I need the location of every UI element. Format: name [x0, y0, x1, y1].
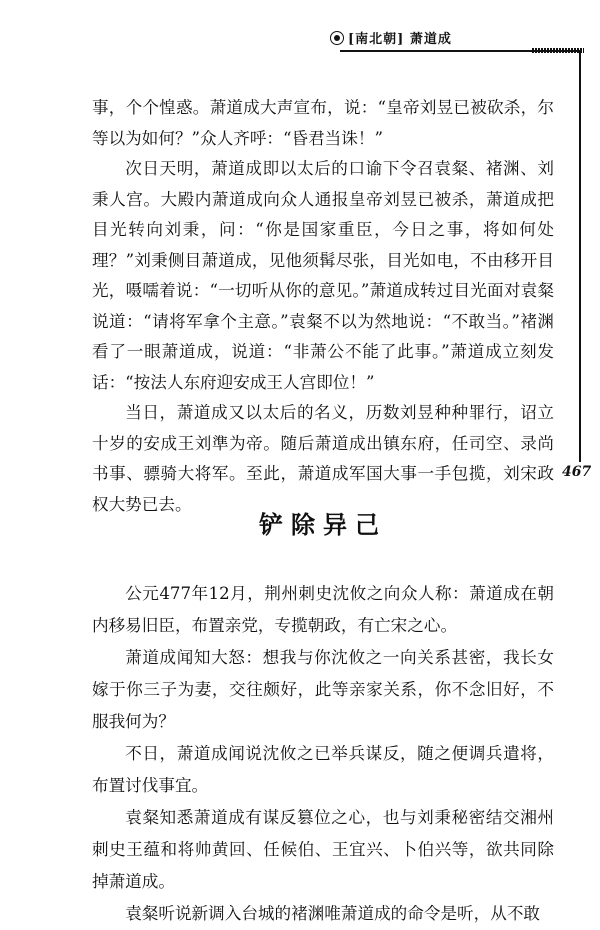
top-text-block: [92, 93, 554, 520]
paragraph: 袁粲听说新调入台城的褚渊唯萧道成的命令是听，从不敢: [125, 904, 541, 923]
paragraph: 当日，萧道成又以太后的名义，历数刘昱种种罪行，诏立十岁的安成王刘準为帝。随后萧道成出镇东府，任司空、录尚书事、骠骑大将军。至此，萧道成军国大事一手包揽，刘宋政权大势已去。: [92, 403, 554, 514]
paragraph: 袁粲知悉萧道成有谋反篡位之心，也与刘秉秘密结交湘州刺史王蕴和将帅黄回、任候伯、王宜兴、卜伯兴等，欲共同除掉萧道成。: [92, 808, 554, 891]
header-title: [南北朝] 萧道成: [348, 32, 452, 47]
header-rule: [340, 50, 582, 52]
section-title: 铲除异己: [259, 511, 387, 539]
paragraph: 事，个个惶惑。萧道成大声宣布，说：“皇帝刘昱已被砍杀，尔等以为如何？”众人齐呼：“昏君当诛！”: [92, 98, 554, 148]
paragraph: 萧道成闻知大怒：想我与你沈攸之一向关系甚密，我长女嫁于你三子为妻，交往颇好，此等亲家关系，你不念旧好，不服我何为？: [92, 648, 554, 731]
page-number: 467: [562, 464, 592, 480]
circle-bullet-icon: [330, 31, 344, 45]
paragraph: 次日天明，萧道成即以太后的口谕下令召袁粲、褚渊、刘秉人宫。大殿内萧道成向众人通报皇帝刘昱已被杀，萧道成把目光转向刘秉，问：“你是国家重臣，今日之事，将如何处理？”刘秉侧目萧道成，见他须髯尽张，目光如电，不由移开目光，嗫嚅着说：“一切听从你的意见。”萧道成转过目光面对袁粲说道：“请将军拿个主意。”袁粲不以为然地说：“不敢当。”褚渊看了一眼萧道成，说道：“非萧公不能了此事。”萧道成立刻发话：“按法人东府迎安成王人宫即位！”: [92, 159, 554, 392]
paragraph: 不日，萧道成闻说沈攸之已举兵谋反，随之便调兵遣将，布置讨伐事宜。: [92, 744, 554, 795]
paragraph: 公元477年12月，荆州刺史沈攸之向众人称：萧道成在朝内移易旧臣，布置亲党，专揽朝政，有亡宋之心。: [92, 584, 554, 635]
margin-rule: [579, 52, 581, 462]
bottom-text-block: [92, 578, 554, 930]
